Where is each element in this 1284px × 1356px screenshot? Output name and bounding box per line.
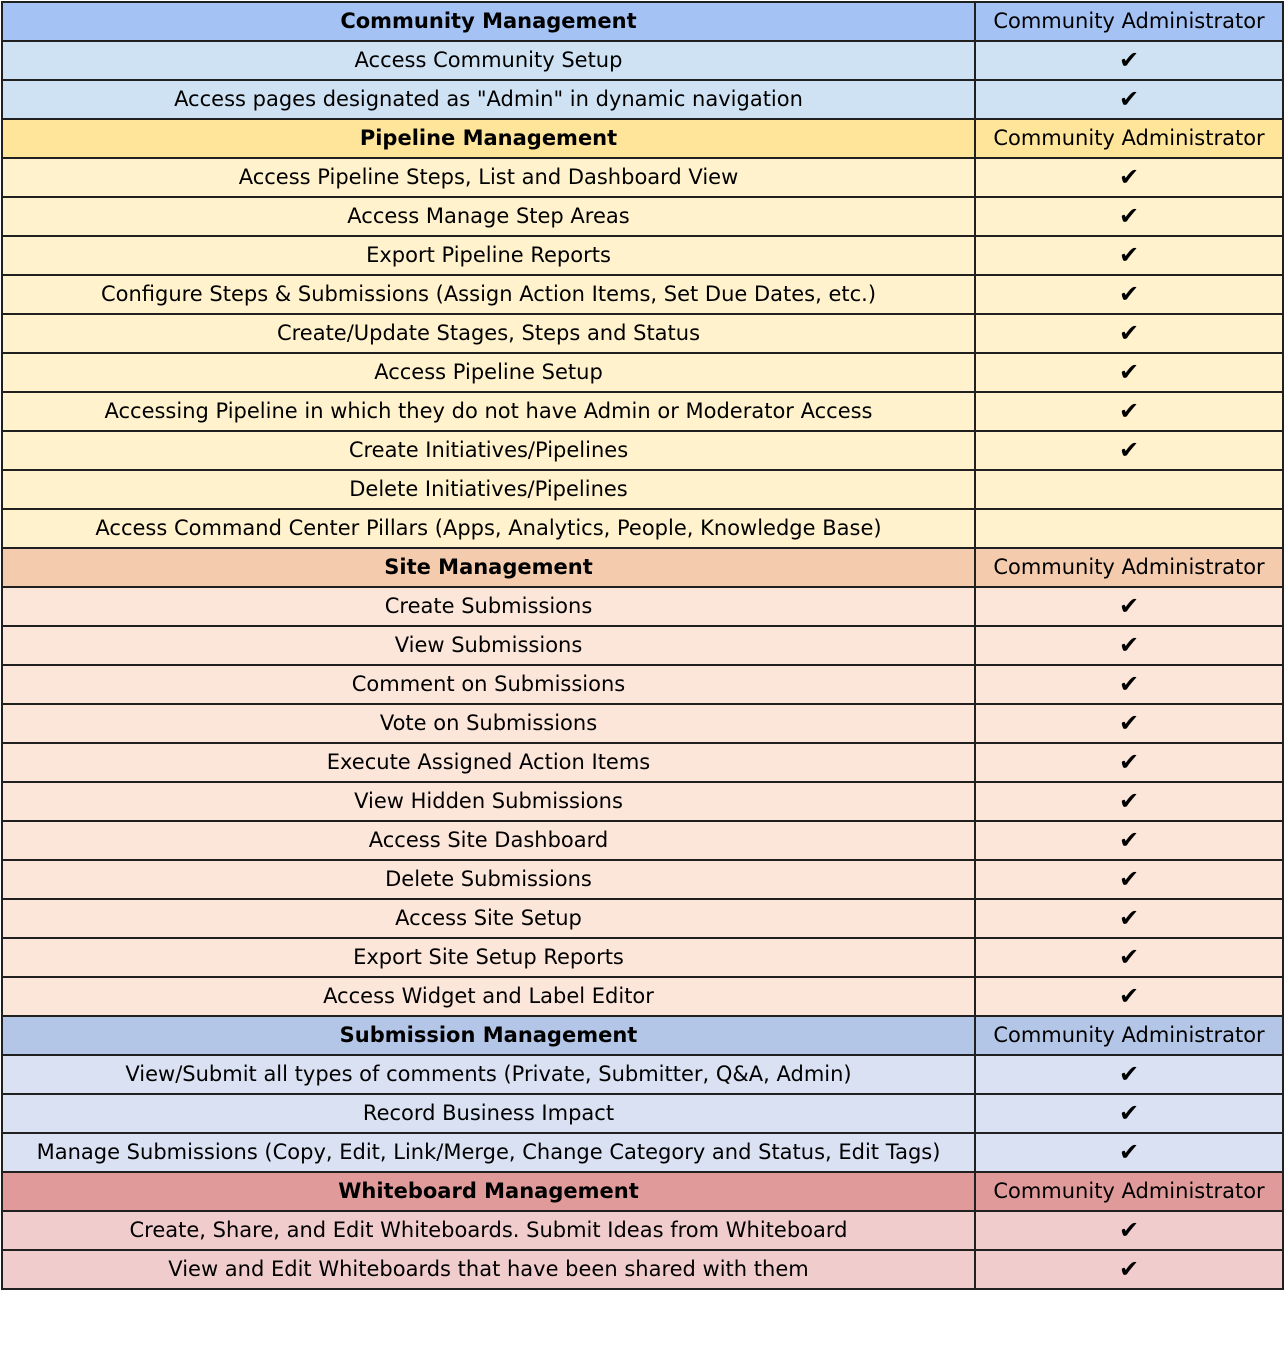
table-row — [2, 314, 1283, 353]
permission-label: Delete Submissions — [2, 860, 975, 899]
permission-label: Vote on Submissions — [2, 704, 975, 743]
checkmark-icon: ✔ — [975, 1094, 1283, 1133]
permission-label: Access Pipeline Setup — [2, 353, 975, 392]
table-row — [2, 509, 1283, 548]
checkmark-icon: ✔ — [975, 1055, 1283, 1094]
permission-label: Access Community Setup — [2, 41, 975, 80]
checkmark-icon: ✔ — [975, 626, 1283, 665]
checkmark-icon: ✔ — [975, 41, 1283, 80]
section-title: Site Management — [2, 548, 975, 587]
permission-label: Record Business Impact — [2, 1094, 975, 1133]
permission-label: Access Site Dashboard — [2, 821, 975, 860]
permissions-table-body — [2, 2, 1283, 1289]
section-header-site-management — [2, 548, 1283, 587]
section-title: Pipeline Management — [2, 119, 975, 158]
permission-label: Comment on Submissions — [2, 665, 975, 704]
section-header-community-management — [2, 2, 1283, 41]
checkmark-icon: ✔ — [975, 977, 1283, 1016]
table-row — [2, 899, 1283, 938]
table-row — [2, 197, 1283, 236]
role-column-header: Community Administrator — [975, 548, 1283, 587]
table-row — [2, 665, 1283, 704]
section-title: Community Management — [2, 2, 975, 41]
checkmark-icon: ✔ — [975, 704, 1283, 743]
table-row — [2, 587, 1283, 626]
checkmark-icon: ✔ — [975, 587, 1283, 626]
permission-label: Create/Update Stages, Steps and Status — [2, 314, 975, 353]
permission-label: Export Site Setup Reports — [2, 938, 975, 977]
permission-label: View/Submit all types of comments (Private, Submitter, Q&A, Admin) — [2, 1055, 975, 1094]
checkmark-icon: ✔ — [975, 860, 1283, 899]
permission-label: Create, Share, and Edit Whiteboards. Submit Ideas from Whiteboard — [2, 1211, 975, 1250]
table-row — [2, 41, 1283, 80]
checkmark-icon: ✔ — [975, 314, 1283, 353]
table-row — [2, 1133, 1283, 1172]
section-title: Submission Management — [2, 1016, 975, 1055]
permission-label: Access pages designated as "Admin" in dynamic navigation — [2, 80, 975, 119]
table-row — [2, 431, 1283, 470]
table-row — [2, 275, 1283, 314]
checkmark-icon: ✔ — [975, 275, 1283, 314]
table-row — [2, 977, 1283, 1016]
permission-label: Execute Assigned Action Items — [2, 743, 975, 782]
permission-label: Create Initiatives/Pipelines — [2, 431, 975, 470]
checkmark-icon: ✔ — [975, 899, 1283, 938]
checkmark-icon: ✔ — [975, 431, 1283, 470]
checkmark-icon: ✔ — [975, 1211, 1283, 1250]
role-column-header: Community Administrator — [975, 2, 1283, 41]
table-row — [2, 782, 1283, 821]
table-row — [2, 392, 1283, 431]
permission-label: Access Widget and Label Editor — [2, 977, 975, 1016]
table-row — [2, 1211, 1283, 1250]
table-row — [2, 743, 1283, 782]
section-title: Whiteboard Management — [2, 1172, 975, 1211]
role-column-header: Community Administrator — [975, 1016, 1283, 1055]
table-row — [2, 80, 1283, 119]
checkmark-icon: ✔ — [975, 158, 1283, 197]
section-header-submission-management — [2, 1016, 1283, 1055]
permission-label: Accessing Pipeline in which they do not have Admin or Moderator Access — [2, 392, 975, 431]
checkmark-icon: ✔ — [975, 197, 1283, 236]
section-header-pipeline-management — [2, 119, 1283, 158]
table-row — [2, 158, 1283, 197]
checkmark-icon: ✔ — [975, 236, 1283, 275]
table-row — [2, 1094, 1283, 1133]
permission-label: Access Site Setup — [2, 899, 975, 938]
table-row — [2, 821, 1283, 860]
permission-label: Delete Initiatives/Pipelines — [2, 470, 975, 509]
permission-label: View Submissions — [2, 626, 975, 665]
checkmark-icon: ✔ — [975, 392, 1283, 431]
table-row — [2, 626, 1283, 665]
permission-label: Create Submissions — [2, 587, 975, 626]
role-column-header: Community Administrator — [975, 119, 1283, 158]
permission-label: Access Command Center Pillars (Apps, Analytics, People, Knowledge Base) — [2, 509, 975, 548]
table-row — [2, 860, 1283, 899]
empty-permission-cell — [975, 470, 1283, 509]
permission-label: Export Pipeline Reports — [2, 236, 975, 275]
table-row — [2, 1055, 1283, 1094]
checkmark-icon: ✔ — [975, 938, 1283, 977]
checkmark-icon: ✔ — [975, 821, 1283, 860]
checkmark-icon: ✔ — [975, 80, 1283, 119]
table-row — [2, 353, 1283, 392]
table-row — [2, 470, 1283, 509]
permission-label: Manage Submissions (Copy, Edit, Link/Merge, Change Category and Status, Edit Tags) — [2, 1133, 975, 1172]
permission-label: Access Pipeline Steps, List and Dashboard View — [2, 158, 975, 197]
permission-label: View and Edit Whiteboards that have been shared with them — [2, 1250, 975, 1289]
checkmark-icon: ✔ — [975, 782, 1283, 821]
table-row — [2, 236, 1283, 275]
permission-label: View Hidden Submissions — [2, 782, 975, 821]
permission-label: Access Manage Step Areas — [2, 197, 975, 236]
section-header-whiteboard-management — [2, 1172, 1283, 1211]
table-row — [2, 704, 1283, 743]
empty-permission-cell — [975, 509, 1283, 548]
checkmark-icon: ✔ — [975, 353, 1283, 392]
role-column-header: Community Administrator — [975, 1172, 1283, 1211]
checkmark-icon: ✔ — [975, 1250, 1283, 1289]
checkmark-icon: ✔ — [975, 743, 1283, 782]
permissions-table — [1, 1, 1284, 1290]
checkmark-icon: ✔ — [975, 1133, 1283, 1172]
table-row — [2, 1250, 1283, 1289]
permission-label: Configure Steps & Submissions (Assign Action Items, Set Due Dates, etc.) — [2, 275, 975, 314]
checkmark-icon: ✔ — [975, 665, 1283, 704]
table-row — [2, 938, 1283, 977]
